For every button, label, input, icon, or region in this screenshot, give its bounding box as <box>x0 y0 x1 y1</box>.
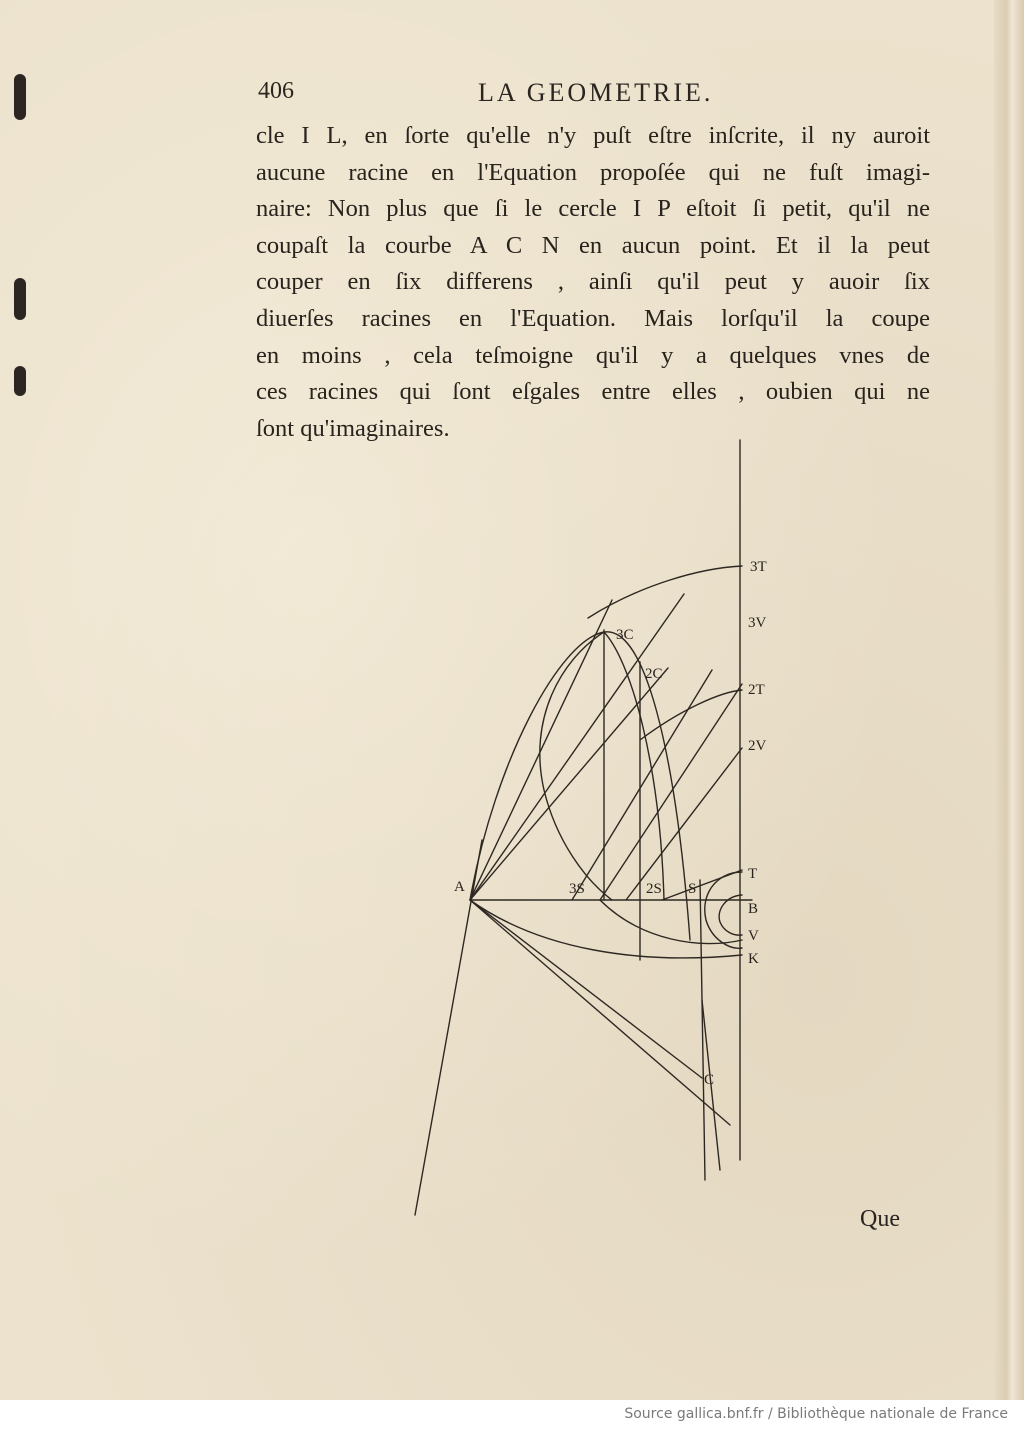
label-2s: 2S <box>646 881 662 897</box>
radiating-line <box>470 668 668 900</box>
radiating-line <box>470 594 684 900</box>
page-number: 406 <box>258 78 294 104</box>
source-credit: Source gallica.bnf.fr / Bibliothèque nationale de France <box>624 1406 1008 1422</box>
text-line: coupaſt la courbe A C N en aucun point. Et il la peut <box>256 231 930 259</box>
vertical-line <box>700 880 705 1180</box>
running-title: LA GEOMETRIE. <box>478 78 714 107</box>
diagonal-line <box>470 900 702 1078</box>
text-line: naire: Non plus que ſi le cercle I P eſtoit ſi petit, qu'il ne <box>256 195 930 223</box>
radiating-line <box>600 684 742 900</box>
arc-circle <box>600 900 742 944</box>
label-c: C <box>704 1072 715 1088</box>
radiating-line <box>572 670 712 900</box>
label-b: B <box>748 901 759 917</box>
radiating-line <box>470 600 612 900</box>
curve-inner <box>540 632 612 900</box>
small-circle <box>705 872 742 948</box>
text-line: en moins , cela teſmoigne qu'il y a quelques vnes de <box>256 341 930 369</box>
text-line: ces racines qui ſont eſgales entre elles , oubien qui ne <box>256 378 930 406</box>
label-t: T <box>748 866 758 882</box>
radiating-line <box>662 870 742 900</box>
label-3t: 3T <box>750 559 767 575</box>
label-2t: 2T <box>748 682 765 698</box>
label-v: V <box>748 928 759 944</box>
text-line: diuerſes racines en l'Equation. Mais lorſqu'il la coupe <box>256 304 930 332</box>
diagonal-line <box>470 900 730 1125</box>
label-s: S <box>688 881 697 897</box>
arc-2t <box>640 690 742 740</box>
label-3s: 3S <box>569 881 585 897</box>
label-3v: 3V <box>748 615 767 631</box>
text-line: cle I L, en ſorte qu'elle n'y puſt eſtre inſcrite, il ny auroit <box>256 122 930 149</box>
text-line: ſont qu'imaginaires. <box>256 414 450 442</box>
label-3c: 3C <box>616 627 634 643</box>
label-k: K <box>748 951 759 967</box>
catchword: Que <box>860 1206 900 1232</box>
label-a: A <box>454 879 465 895</box>
label-2v: 2V <box>748 738 767 754</box>
small-circle <box>719 895 742 935</box>
source-bar <box>0 1400 1024 1432</box>
text-line: couper en ſix differens , ainſi qu'il peut y auoir ſix <box>256 268 930 296</box>
arc-3t <box>588 566 742 618</box>
text-line: aucune racine en l'Equation propoſée qui ne fuſt imagi- <box>256 158 930 186</box>
label-2c: 2C <box>645 666 663 682</box>
